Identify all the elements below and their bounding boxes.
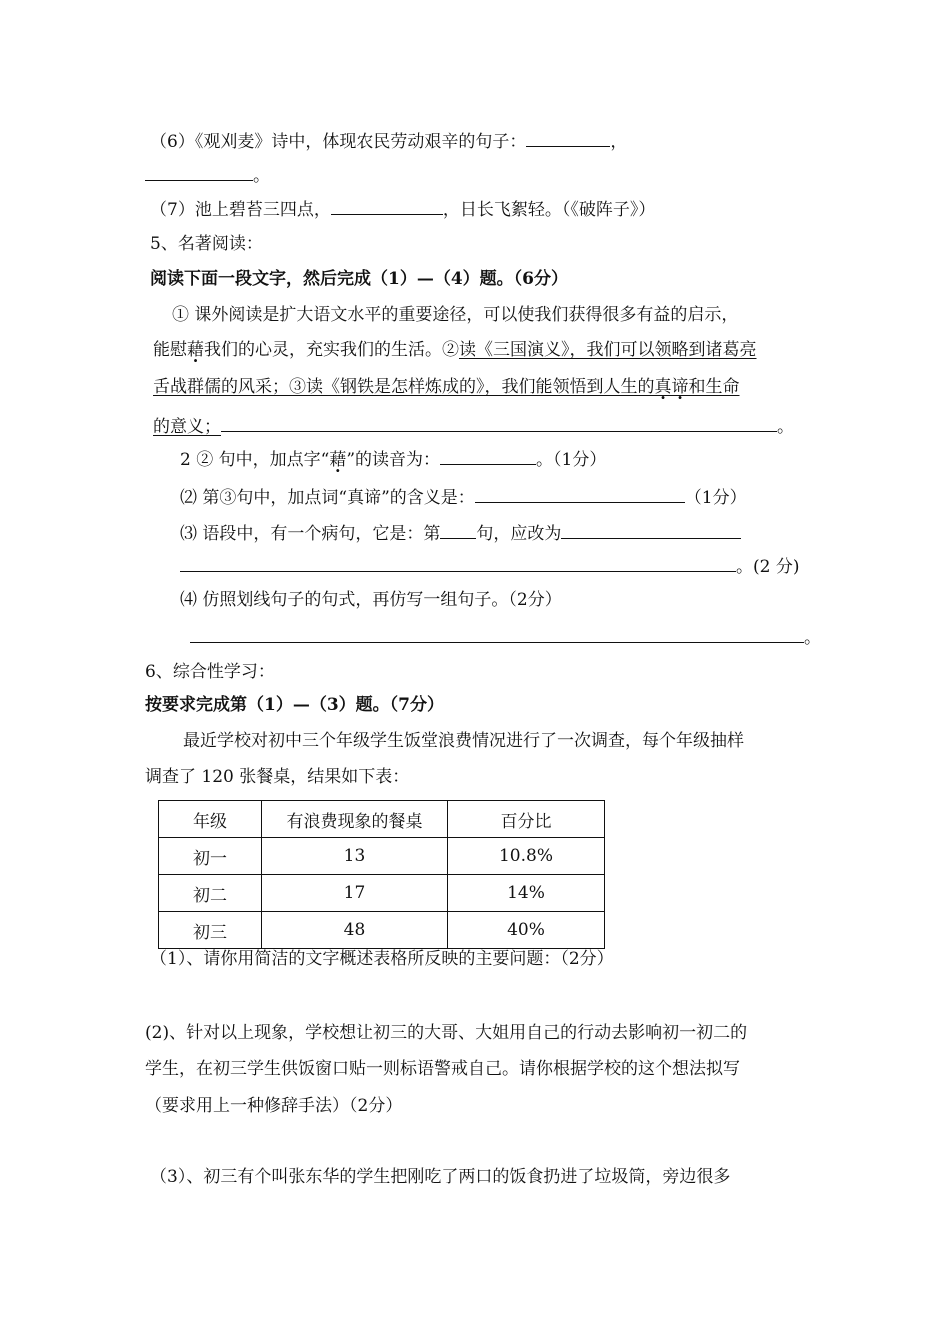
section-6-instruction: 按要求完成第（1）—（3）题。（7分）	[145, 695, 444, 715]
passage-line-3: 舌战群儒的风采；③读《钢铁是怎样炼成的》，我们能领悟到人生的真谛和生命	[153, 377, 740, 397]
survey-text-line-1: 最近学校对初中三个年级学生饭堂浪费情况进行了一次调查，每个年级抽样	[183, 731, 744, 751]
question-6-2-line-2: 学生，在初三学生供饭窗口贴一则标语警戒自己。请你根据学校的这个想法拟写	[145, 1059, 740, 1079]
section-6-heading: 6、综合性学习：	[145, 662, 275, 682]
table-header: 年级	[159, 801, 262, 838]
answer-blank[interactable]	[561, 521, 741, 539]
question-6-text: （6）《观刈麦》诗中，体现农民劳动艰辛的句子：	[150, 132, 527, 152]
question-6-2-line-3: （要求用上一种修辞手法）（2分）	[145, 1096, 403, 1116]
table-cell: 初三	[159, 912, 262, 949]
answer-blank[interactable]	[526, 129, 610, 147]
table-header: 有浪费现象的餐桌	[262, 801, 448, 838]
sub-question-3-continued: 。(2 分)	[180, 554, 799, 578]
table-header: 百分比	[448, 801, 605, 838]
table-cell: 10.8%	[448, 838, 605, 875]
table-row	[159, 912, 605, 949]
question-7: （7）池上碧苔三四点， ，日长飞絮轻。（《破阵子》）	[150, 197, 655, 221]
answer-blank[interactable]	[475, 485, 685, 503]
table-cell: 初二	[159, 875, 262, 912]
table-row	[159, 875, 605, 912]
table-cell: 17	[262, 875, 448, 912]
sub-question-1: 2 ② 句中，加点字“藉”的读音为： 。（1分）	[180, 447, 606, 471]
answer-blank[interactable]	[180, 554, 736, 572]
table-cell: 初一	[159, 838, 262, 875]
answer-blank[interactable]	[440, 447, 536, 465]
answer-blank[interactable]	[440, 521, 476, 539]
question-6-continued: 。	[145, 163, 270, 187]
passage-line-2: 能慰藉我们的心灵，充实我们的生活。②读《三国演义》，我们可以领略到诸葛亮	[153, 340, 757, 360]
dotted-char: 谛	[671, 377, 689, 397]
table-cell: 48	[262, 912, 448, 949]
dotted-char: 真	[654, 377, 672, 397]
answer-blank[interactable]	[221, 414, 777, 432]
table-cell: 14%	[448, 875, 605, 912]
question-6-2-line-1: (2)、针对以上现象，学校想让初三的大哥、大姐用自己的行动去影响初一初二的	[145, 1023, 748, 1043]
question-6: （6）《观刈麦》诗中，体现农民劳动艰辛的句子： ，	[150, 129, 627, 153]
sub-question-3: ⑶ 语段中，有一个病句，它是：第 句，应改为	[180, 521, 741, 545]
passage-line-4: 的意义； 。	[153, 414, 794, 438]
passage-line-1: ① 课外阅读是扩大语文水平的重要途径，可以使我们获得很多有益的启示，	[172, 305, 739, 325]
survey-text-line-2: 调查了 120 张餐桌，结果如下表：	[145, 767, 410, 787]
answer-blank[interactable]	[190, 625, 804, 643]
question-6-3: （3）、初三有个叫张东华的学生把刚吃了两口的饭食扔进了垃圾筒，旁边很多	[150, 1167, 731, 1187]
section-5-heading: 5、名著阅读：	[150, 234, 263, 254]
survey-table	[158, 800, 605, 949]
question-6-1: （1）、请你用简洁的文字概述表格所反映的主要问题：（2分）	[150, 949, 614, 969]
table-cell: 40%	[448, 912, 605, 949]
answer-blank[interactable]	[331, 197, 443, 215]
sub-question-4-answer: 。	[190, 625, 821, 649]
underlined-sentence: 读《三国演义》，我们可以领略到诸葛亮	[459, 340, 757, 360]
table-row	[159, 838, 605, 875]
table-cell: 13	[262, 838, 448, 875]
dotted-char: 藉	[329, 450, 347, 470]
section-5-instruction: 阅读下面一段文字，然后完成（1）—（4）题。（6分）	[150, 269, 568, 289]
dotted-char: 藉	[187, 340, 204, 360]
answer-blank[interactable]	[145, 163, 253, 181]
sub-question-2: ⑵ 第③句中，加点词“真谛”的含义是： （1分）	[180, 485, 747, 509]
sub-question-4: ⑷ 仿照划线句子的句式，再仿写一组句子。（2分）	[180, 590, 562, 610]
table-header-row	[159, 801, 605, 838]
